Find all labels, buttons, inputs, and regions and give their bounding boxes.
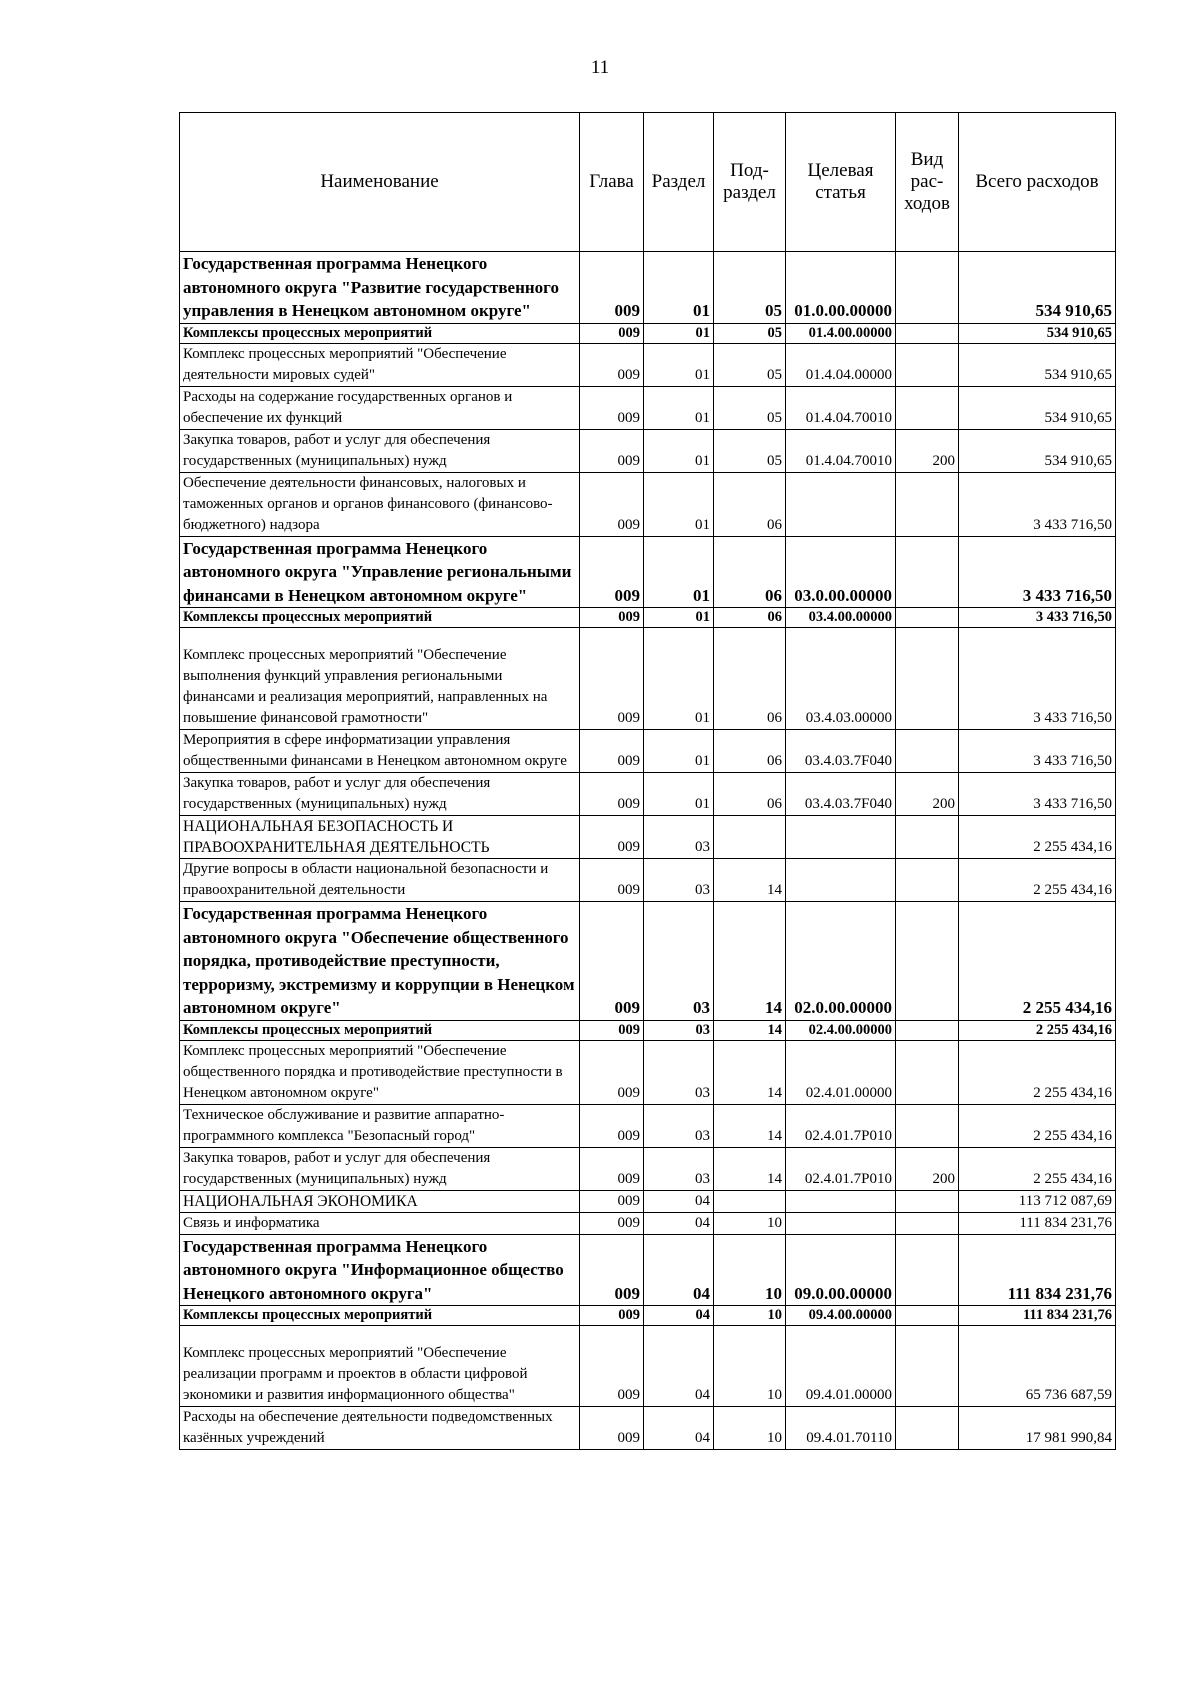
row-glava: 009 xyxy=(580,1212,644,1234)
table-row xyxy=(180,1147,1116,1190)
table-row xyxy=(180,608,1116,628)
row-glava: 009 xyxy=(580,902,644,1021)
row-statya: 03.4.03.00000 xyxy=(786,628,896,730)
row-name: Закупка товаров, работ и услуг для обеспечения государственных (муниципальных) нужд xyxy=(180,773,580,816)
row-razdel: 01 xyxy=(644,628,714,730)
row-podrazdel: 05 xyxy=(714,429,786,472)
row-glava: 009 xyxy=(580,429,644,472)
row-total: 2 255 434,16 xyxy=(959,859,1116,902)
row-razdel: 03 xyxy=(644,859,714,902)
row-glava: 009 xyxy=(580,386,644,429)
row-podrazdel: 14 xyxy=(714,902,786,1021)
budget-table xyxy=(179,112,1116,1450)
table-row xyxy=(180,816,1116,859)
row-total: 2 255 434,16 xyxy=(959,1104,1116,1147)
row-total: 2 255 434,16 xyxy=(959,1040,1116,1104)
row-total: 534 910,65 xyxy=(959,323,1116,343)
row-statya xyxy=(786,472,896,536)
row-podrazdel: 10 xyxy=(714,1234,786,1306)
row-podrazdel: 14 xyxy=(714,1147,786,1190)
table-row xyxy=(180,1234,1116,1306)
table-row xyxy=(180,536,1116,608)
row-podrazdel: 06 xyxy=(714,628,786,730)
row-statya: 02.4.01.7P010 xyxy=(786,1147,896,1190)
row-razdel: 03 xyxy=(644,902,714,1021)
table-row xyxy=(180,252,1116,324)
page-number: 11 xyxy=(590,57,610,78)
row-razdel: 04 xyxy=(644,1407,714,1450)
row-glava: 009 xyxy=(580,252,644,324)
row-name: Комплексы процессных мероприятий xyxy=(180,323,580,343)
row-podrazdel: 05 xyxy=(714,323,786,343)
row-razdel: 01 xyxy=(644,472,714,536)
row-total: 534 910,65 xyxy=(959,252,1116,324)
row-total: 111 834 231,76 xyxy=(959,1212,1116,1234)
row-razdel: 01 xyxy=(644,730,714,773)
row-name: Связь и информатика xyxy=(180,1212,580,1234)
row-razdel: 03 xyxy=(644,1040,714,1104)
row-name: НАЦИОНАЛЬНАЯ БЕЗОПАСНОСТЬ И ПРАВООХРАНИТЕЛЬНАЯ ДЕЯТЕЛЬНОСТЬ xyxy=(180,816,580,859)
row-glava: 009 xyxy=(580,472,644,536)
row-vid xyxy=(896,252,959,324)
row-statya: 01.4.04.00000 xyxy=(786,343,896,386)
row-podrazdel: 05 xyxy=(714,386,786,429)
row-razdel: 04 xyxy=(644,1212,714,1234)
row-razdel: 04 xyxy=(644,1190,714,1212)
table-row xyxy=(180,323,1116,343)
row-glava: 009 xyxy=(580,816,644,859)
row-podrazdel: 14 xyxy=(714,1104,786,1147)
row-name: Комплекс процессных мероприятий "Обеспечение выполнения функций управления региональными финансами и реализация мероприятий, направленных на повышение финансовой грамотности" xyxy=(180,628,580,730)
row-name: Обеспечение деятельности финансовых, налоговых и таможенных органов и органов финансового (финансово-бюджетного) надзора xyxy=(180,472,580,536)
row-total: 2 255 434,16 xyxy=(959,1020,1116,1040)
row-statya xyxy=(786,1190,896,1212)
row-razdel: 01 xyxy=(644,343,714,386)
row-statya xyxy=(786,859,896,902)
row-name: Комплекс процессных мероприятий "Обеспечение деятельности мировых судей" xyxy=(180,343,580,386)
row-podrazdel: 14 xyxy=(714,1020,786,1040)
row-name: Мероприятия в сфере информатизации управления общественными финансами в Ненецком автономном округе xyxy=(180,730,580,773)
row-podrazdel: 06 xyxy=(714,536,786,608)
row-podrazdel: 14 xyxy=(714,1040,786,1104)
table-row xyxy=(180,628,1116,730)
table-row xyxy=(180,1020,1116,1040)
row-podrazdel: 06 xyxy=(714,472,786,536)
row-total: 2 255 434,16 xyxy=(959,902,1116,1021)
row-glava: 009 xyxy=(580,1306,644,1326)
row-razdel: 01 xyxy=(644,773,714,816)
row-statya xyxy=(786,816,896,859)
row-glava: 009 xyxy=(580,343,644,386)
row-razdel: 01 xyxy=(644,252,714,324)
row-glava: 009 xyxy=(580,1190,644,1212)
row-vid xyxy=(896,1020,959,1040)
row-glava: 009 xyxy=(580,1407,644,1450)
row-podrazdel: 10 xyxy=(714,1407,786,1450)
row-vid xyxy=(896,1407,959,1450)
table-row xyxy=(180,773,1116,816)
table-row xyxy=(180,1306,1116,1326)
table-row xyxy=(180,902,1116,1021)
row-glava: 009 xyxy=(580,536,644,608)
row-razdel: 01 xyxy=(644,429,714,472)
row-total: 2 255 434,16 xyxy=(959,816,1116,859)
row-name: Государственная программа Ненецкого автономного округа "Обеспечение общественного порядка, противодействие преступности, терроризму, экстремизму и коррупции в Ненецком автономном округе" xyxy=(180,902,580,1021)
row-total: 111 834 231,76 xyxy=(959,1234,1116,1306)
header-podrazdel: Под- раздел xyxy=(714,113,786,252)
row-glava: 009 xyxy=(580,1326,644,1407)
row-name: Другие вопросы в области национальной безопасности и правоохранительной деятельности xyxy=(180,859,580,902)
row-total: 534 910,65 xyxy=(959,386,1116,429)
row-statya: 01.4.04.70010 xyxy=(786,429,896,472)
table-row xyxy=(180,386,1116,429)
row-razdel: 01 xyxy=(644,608,714,628)
row-statya: 01.4.04.70010 xyxy=(786,386,896,429)
row-total: 3 433 716,50 xyxy=(959,536,1116,608)
row-podrazdel: 14 xyxy=(714,859,786,902)
row-glava: 009 xyxy=(580,859,644,902)
table-row xyxy=(180,859,1116,902)
row-razdel: 01 xyxy=(644,323,714,343)
row-name: Комплекс процессных мероприятий "Обеспечение общественного порядка и противодействие преступности в Ненецком автономном округе" xyxy=(180,1040,580,1104)
row-glava: 009 xyxy=(580,628,644,730)
table-row xyxy=(180,1040,1116,1104)
row-vid xyxy=(896,1212,959,1234)
row-vid xyxy=(896,536,959,608)
row-vid xyxy=(896,386,959,429)
row-vid: 200 xyxy=(896,429,959,472)
row-glava: 009 xyxy=(580,730,644,773)
row-statya: 03.4.03.7F040 xyxy=(786,730,896,773)
header-razdel: Раздел xyxy=(644,113,714,252)
header-glava: Глава xyxy=(580,113,644,252)
row-statya: 02.4.00.00000 xyxy=(786,1020,896,1040)
row-razdel: 04 xyxy=(644,1326,714,1407)
table-row xyxy=(180,1190,1116,1212)
row-vid xyxy=(896,1190,959,1212)
row-podrazdel: 06 xyxy=(714,773,786,816)
row-total: 113 712 087,69 xyxy=(959,1190,1116,1212)
row-vid xyxy=(896,859,959,902)
row-name: Комплексы процессных мероприятий xyxy=(180,608,580,628)
header-row xyxy=(180,113,1116,252)
row-total: 3 433 716,50 xyxy=(959,472,1116,536)
row-name: Закупка товаров, работ и услуг для обеспечения государственных (муниципальных) нужд xyxy=(180,429,580,472)
row-vid xyxy=(896,1234,959,1306)
row-glava: 009 xyxy=(580,1147,644,1190)
row-statya: 01.0.00.00000 xyxy=(786,252,896,324)
row-razdel: 04 xyxy=(644,1234,714,1306)
row-statya: 09.4.01.00000 xyxy=(786,1326,896,1407)
row-statya: 01.4.00.00000 xyxy=(786,323,896,343)
row-vid xyxy=(896,1306,959,1326)
row-total: 3 433 716,50 xyxy=(959,773,1116,816)
row-name: Государственная программа Ненецкого автономного округа "Информационное общество Ненецкого автономного округа" xyxy=(180,1234,580,1306)
row-statya: 03.4.03.7F040 xyxy=(786,773,896,816)
table-row xyxy=(180,1407,1116,1450)
row-vid xyxy=(896,1104,959,1147)
header-total: Всего расходов xyxy=(959,113,1116,252)
row-name: Комплекс процессных мероприятий "Обеспечение реализации программ и проектов в области цифровой экономики и развития информационного общества" xyxy=(180,1326,580,1407)
row-vid xyxy=(896,343,959,386)
header-vid: Вид рас- ходов xyxy=(896,113,959,252)
row-podrazdel xyxy=(714,816,786,859)
row-total: 3 433 716,50 xyxy=(959,608,1116,628)
row-podrazdel: 06 xyxy=(714,730,786,773)
row-vid xyxy=(896,323,959,343)
row-razdel: 04 xyxy=(644,1306,714,1326)
row-podrazdel: 10 xyxy=(714,1212,786,1234)
row-razdel: 03 xyxy=(644,816,714,859)
row-name: Государственная программа Ненецкого автономного округа "Развитие государственного управления в Ненецком автономном округе" xyxy=(180,252,580,324)
row-statya: 09.4.00.00000 xyxy=(786,1306,896,1326)
row-razdel: 01 xyxy=(644,536,714,608)
table-row xyxy=(180,429,1116,472)
header-name: Наименование xyxy=(180,113,580,252)
row-name: Государственная программа Ненецкого автономного округа "Управление региональными финансами в Ненецком автономном округе" xyxy=(180,536,580,608)
row-statya: 02.4.01.00000 xyxy=(786,1040,896,1104)
row-vid xyxy=(896,1326,959,1407)
row-statya: 03.4.00.00000 xyxy=(786,608,896,628)
row-podrazdel: 10 xyxy=(714,1326,786,1407)
row-total: 17 981 990,84 xyxy=(959,1407,1116,1450)
table-row xyxy=(180,472,1116,536)
row-glava: 009 xyxy=(580,1104,644,1147)
row-name: Расходы на обеспечение деятельности подведомственных казённых учреждений xyxy=(180,1407,580,1450)
row-glava: 009 xyxy=(580,608,644,628)
row-glava: 009 xyxy=(580,1234,644,1306)
row-total: 534 910,65 xyxy=(959,343,1116,386)
row-statya: 03.0.00.00000 xyxy=(786,536,896,608)
row-glava: 009 xyxy=(580,1020,644,1040)
row-glava: 009 xyxy=(580,323,644,343)
table-row xyxy=(180,1326,1116,1407)
row-podrazdel: 10 xyxy=(714,1306,786,1326)
row-podrazdel: 05 xyxy=(714,252,786,324)
row-vid xyxy=(896,730,959,773)
row-name: Техническое обслуживание и развитие аппаратно-программного комплекса "Безопасный город" xyxy=(180,1104,580,1147)
header-statya: Целевая статья xyxy=(786,113,896,252)
row-podrazdel: 05 xyxy=(714,343,786,386)
row-vid xyxy=(896,472,959,536)
table-row xyxy=(180,730,1116,773)
row-razdel: 03 xyxy=(644,1020,714,1040)
row-total: 111 834 231,76 xyxy=(959,1306,1116,1326)
row-name: Комплексы процессных мероприятий xyxy=(180,1020,580,1040)
row-vid: 200 xyxy=(896,1147,959,1190)
table-row xyxy=(180,1104,1116,1147)
row-total: 65 736 687,59 xyxy=(959,1326,1116,1407)
row-total: 2 255 434,16 xyxy=(959,1147,1116,1190)
row-total: 534 910,65 xyxy=(959,429,1116,472)
row-podrazdel: 06 xyxy=(714,608,786,628)
row-razdel: 03 xyxy=(644,1104,714,1147)
row-name: НАЦИОНАЛЬНАЯ ЭКОНОМИКА xyxy=(180,1190,580,1212)
row-vid xyxy=(896,1040,959,1104)
table-row xyxy=(180,1212,1116,1234)
row-total: 3 433 716,50 xyxy=(959,730,1116,773)
row-name: Комплексы процессных мероприятий xyxy=(180,1306,580,1326)
row-vid: 200 xyxy=(896,773,959,816)
row-vid xyxy=(896,628,959,730)
row-vid xyxy=(896,816,959,859)
row-statya: 02.0.00.00000 xyxy=(786,902,896,1021)
row-razdel: 03 xyxy=(644,1147,714,1190)
row-name: Расходы на содержание государственных органов и обеспечение их функций xyxy=(180,386,580,429)
row-statya xyxy=(786,1212,896,1234)
row-vid xyxy=(896,902,959,1021)
row-statya: 02.4.01.7P010 xyxy=(786,1104,896,1147)
row-glava: 009 xyxy=(580,1040,644,1104)
row-statya: 09.4.01.70110 xyxy=(786,1407,896,1450)
row-total: 3 433 716,50 xyxy=(959,628,1116,730)
table-row xyxy=(180,343,1116,386)
row-vid xyxy=(896,608,959,628)
row-statya: 09.0.00.00000 xyxy=(786,1234,896,1306)
row-glava: 009 xyxy=(580,773,644,816)
row-razdel: 01 xyxy=(644,386,714,429)
row-name: Закупка товаров, работ и услуг для обеспечения государственных (муниципальных) нужд xyxy=(180,1147,580,1190)
row-podrazdel xyxy=(714,1190,786,1212)
